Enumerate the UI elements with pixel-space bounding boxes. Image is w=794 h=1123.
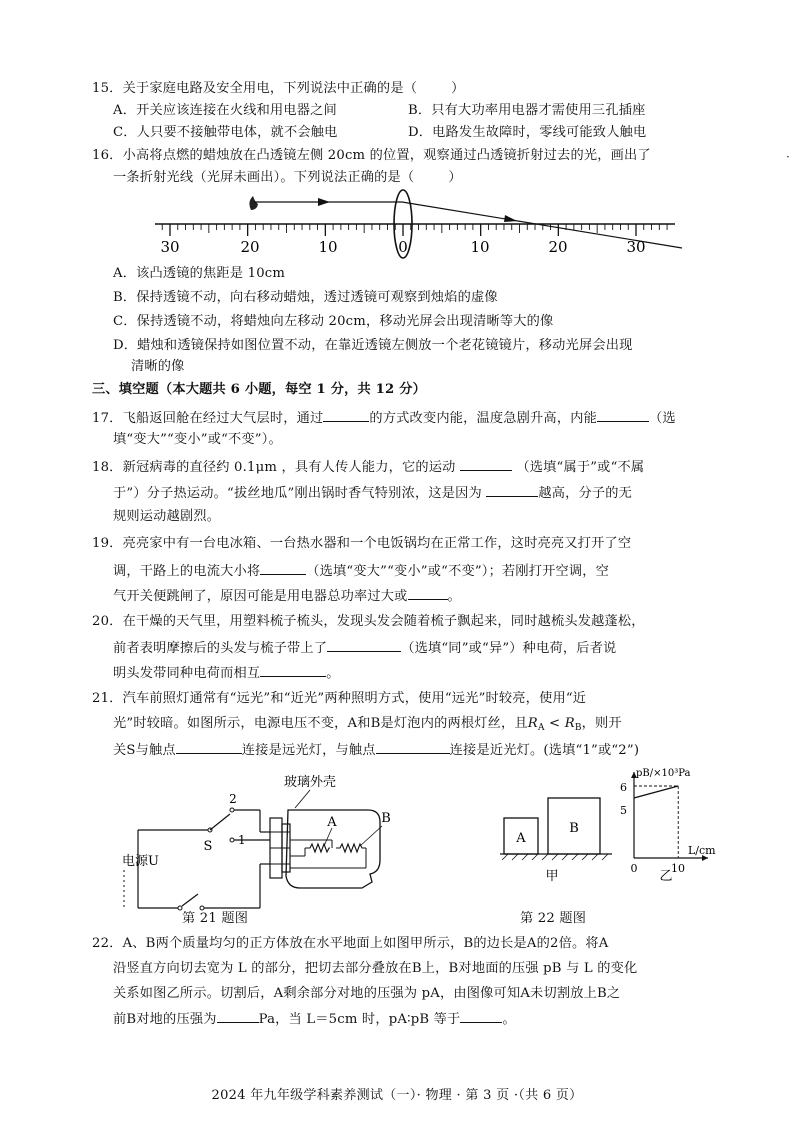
q15-stem: 15．关于家庭电路及安全用电，下列说法中正确的是（ ）: [92, 81, 465, 96]
q16-option-c: C．保持透镜不动，将蜡烛向左移动 20cm，移动光屏会出现清晰等大的像: [113, 314, 554, 329]
q22-blank-2[interactable]: [460, 1009, 502, 1023]
svg-text:A: A: [327, 815, 337, 830]
ruler-label: 0: [398, 238, 408, 256]
q17-blank-2[interactable]: [597, 408, 649, 422]
ruler-ticks: [162, 224, 667, 236]
q16-line1: 16．小高将点燃的蜡烛放在凸透镜左侧 20cm 的位置，观察通过凸透镜折射过去的光，画出了: [92, 148, 651, 163]
svg-text:电源U: 电源U: [122, 854, 159, 869]
q16-option-a: A．该凸透镜的焦距是 10cm: [113, 266, 286, 281]
svg-text:S: S: [203, 839, 213, 854]
ruler-label: 20: [548, 238, 568, 256]
q15-option-b: B．只有大功率用电器才需使用三孔插座: [408, 103, 646, 118]
svg-text:0: 0: [630, 862, 638, 875]
q15-option-a: A．开关应该连接在火线和用电器之间: [113, 103, 337, 118]
page-footer: 2024 年九年级学科素养测试（一）· 物理 · 第 3 页 ·（共 6 页）: [211, 1088, 583, 1103]
q22-blank-1[interactable]: [217, 1009, 259, 1023]
svg-text:甲: 甲: [545, 869, 559, 884]
q19-blank-2[interactable]: [408, 586, 448, 600]
q18-blank-1[interactable]: [460, 457, 512, 471]
q17-line2: 填“变大”“变小”或“不变”）。: [113, 432, 282, 447]
q18-blank-2[interactable]: [486, 483, 538, 497]
fig21-caption: 第 21 题图: [182, 911, 249, 926]
fig22: [490, 760, 730, 889]
q15-option-d: D．电路发生故障时，零线可能致人触电: [408, 125, 647, 140]
fig22-caption: 第 22 题图: [520, 911, 587, 926]
q16-option-d-line2: 清晰的像: [131, 359, 185, 374]
q22-line2: 沿竖直方向切去宽为 L 的部分，把切去部分叠放在B上，B对地面的压强 pB 与 L 的变化: [113, 961, 638, 976]
q17-blank-1[interactable]: [323, 408, 369, 422]
candle-flame-icon: [249, 196, 258, 210]
q20-blank-1[interactable]: [327, 638, 401, 652]
svg-text:1: 1: [238, 833, 246, 847]
q16-option-d-line1: D．蜡烛和透镜保持如图位置不动，在靠近透镜左侧放一个老花镜镜片，移动光屏会出现: [113, 338, 633, 353]
fig21-circuit: [110, 770, 400, 934]
svg-text:B: B: [381, 811, 391, 826]
svg-text:10: 10: [671, 862, 685, 875]
q20-line2: 前者表明摩擦后的头发与梳子带上了 （选填“同”或“异”）种电荷，后者说: [113, 638, 616, 658]
q21-line3: 关S与触点 连接是远光灯，与触点 连接是近光灯。(选填“1”或“2”): [113, 740, 639, 760]
svg-text:玻璃外壳: 玻璃外壳: [283, 775, 337, 790]
ruler-label: 20: [240, 238, 260, 256]
svg-text:6: 6: [620, 781, 627, 794]
ruler-label: 30: [626, 238, 646, 256]
q19-line1: 19．亮亮家中有一台电冰箱、一台热水器和一个电饭锅均在正常工作，这时亮亮又打开了空: [92, 536, 632, 551]
ruler-label: 10: [318, 238, 338, 256]
q15-option-c: C．人只要不接触带电体，就不会触电: [113, 125, 338, 140]
q21-line1: 21．汽车前照灯通常有“远光”和“近光”两种照明方式，使用“远光”时较亮，使用“近: [92, 691, 587, 706]
q20-line1: 20．在干燥的天气里，用塑料梳子梳头，发现头发会随着梳子飘起来，同时越梳头发越蓬松，: [92, 614, 645, 629]
q18-line3: 规则运动越剧烈。: [113, 509, 221, 524]
q22-line3: 关系如图乙所示。切割后，A剩余部分对地的压强为 pA，由图像可知A未切割放上B之: [113, 986, 621, 1001]
q21-blank-1[interactable]: [176, 740, 242, 754]
q18-line2: 于”）分子热运动。“拔丝地瓜”刚出锅时香气特别浓，这是因为 越高，分子的无: [113, 483, 632, 503]
q16-line2: 一条折射光线（光屏未画出）。下列说法正确的是（ ）: [113, 170, 462, 185]
q22-line1: 22．A、B两个质量均匀的正方体放在水平地面上如图甲所示，B的边长是A的2倍。将A: [92, 936, 609, 951]
q20-blank-2[interactable]: [260, 663, 326, 677]
q19-line3: 气开关便跳闸了，原因可能是用电器总功率过大或 。: [113, 586, 461, 606]
data-line: [634, 786, 678, 798]
q19-blank-1[interactable]: [260, 561, 306, 575]
svg-text:B: B: [569, 821, 579, 836]
svg-text:pB/×10³Pa: pB/×10³Pa: [636, 768, 691, 779]
ruler-label: 30: [160, 238, 180, 256]
q19-line2: 调，干路上的电流大小将 （选填“变大”“变小”或“不变”）；若刚打开空调，空: [113, 561, 609, 581]
svg-text:乙: 乙: [659, 869, 673, 884]
svg-text:A: A: [516, 831, 526, 846]
q16-lens-ruler-figure: [150, 188, 690, 264]
q18-line1: 18．新冠病毒的直径约 0.1μm ，具有人传人能力，它的运动 （选填“属于”或“不属: [92, 457, 644, 477]
ruler-label: 10: [470, 238, 490, 256]
q16-option-b: B．保持透镜不动，向右移动蜡烛，透过透镜可观察到烛焰的虚像: [113, 290, 498, 305]
q22-line4: 前B对地的压强为 Pa，当 L＝5cm 时，pA∶pB 等于 。: [113, 1009, 516, 1029]
q17-line1: 17．飞船返回舱在经过大气层时，通过 的方式改变内能，温度急剧升高，内能 （选: [92, 408, 676, 428]
svg-text:2: 2: [229, 792, 237, 806]
svg-text:L/cm: L/cm: [688, 844, 716, 857]
q21-line2: 光”时较暗。如图所示，电源电压不变，A和B是灯泡内的两根灯丝，且$R_A < R_B$，则开: [113, 716, 622, 733]
svg-text:5: 5: [620, 804, 627, 817]
section-3-heading: 三、填空题（本大题共 6 小题，每空 1 分，共 12 分）: [92, 382, 426, 397]
q21-blank-2[interactable]: [376, 740, 450, 754]
q20-line3: 明头发带同种电荷而相互 。: [113, 663, 340, 683]
margin-mark: ·: [786, 150, 790, 164]
